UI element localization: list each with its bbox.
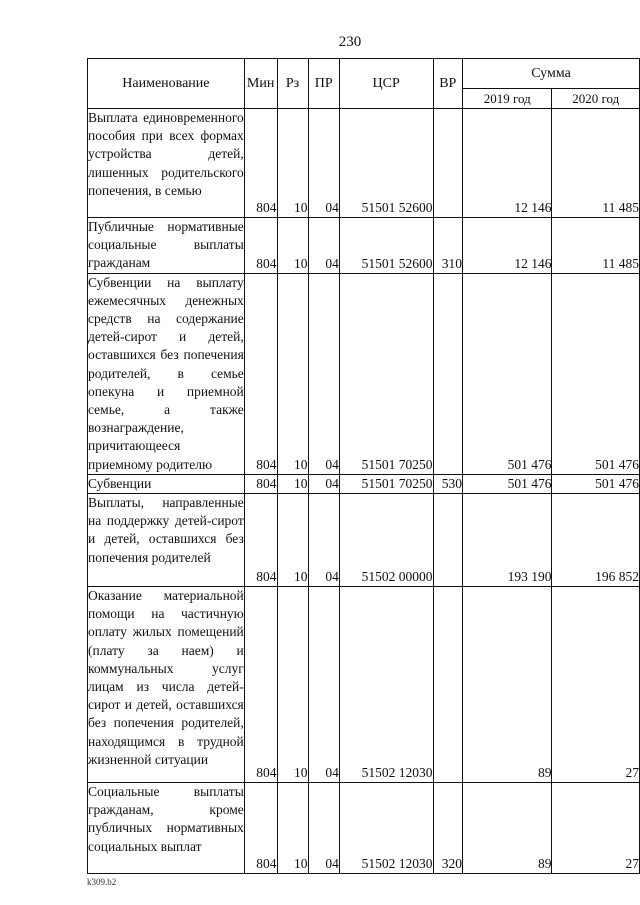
header-min: Мин xyxy=(244,59,277,109)
row-name: Выплата единовременного пособия при всех формах устройства детей, лишенных родительского попечения, в семью xyxy=(88,109,245,218)
row-min: 804 xyxy=(244,273,277,474)
row-amount-2020: 27 xyxy=(552,587,640,783)
header-year-2020: 2020 год xyxy=(552,89,640,109)
row-csr: 51501 52600 xyxy=(339,109,433,218)
row-min: 804 xyxy=(244,587,277,783)
row-min: 804 xyxy=(244,109,277,218)
table-row xyxy=(88,218,640,274)
row-amount-2020: 501 476 xyxy=(552,474,640,493)
row-rz: 10 xyxy=(277,273,308,474)
row-csr: 51501 70250 xyxy=(339,474,433,493)
row-name: Социальные выплаты гражданам, кроме публичных нормативных социальных выплат xyxy=(88,783,245,874)
header-name: Наименование xyxy=(88,59,245,109)
row-rz: 10 xyxy=(277,587,308,783)
row-pr: 04 xyxy=(308,218,339,274)
row-csr: 51502 12030 xyxy=(339,783,433,874)
row-amount-2020: 11 485 xyxy=(552,218,640,274)
row-amount-2019: 501 476 xyxy=(463,474,552,493)
row-vr: 530 xyxy=(433,474,463,493)
row-csr: 51501 70250 xyxy=(339,273,433,474)
row-vr xyxy=(433,273,463,474)
header-year-2019: 2019 год xyxy=(463,89,552,109)
row-rz: 10 xyxy=(277,474,308,493)
row-csr: 51502 00000 xyxy=(339,494,433,587)
row-min: 804 xyxy=(244,474,277,493)
row-amount-2019: 12 146 xyxy=(463,109,552,218)
row-name: Выплаты, направленные на поддержку детей-сирот и детей, оставшихся без попечения родителей xyxy=(88,494,245,587)
footer-code: k309.b2 xyxy=(87,877,117,887)
row-vr xyxy=(433,109,463,218)
row-vr xyxy=(433,587,463,783)
header-vr: ВР xyxy=(433,59,463,109)
row-pr: 04 xyxy=(308,109,339,218)
row-pr: 04 xyxy=(308,587,339,783)
row-name: Субвенции xyxy=(88,474,245,493)
budget-table xyxy=(87,58,640,874)
row-name: Публичные нормативные социальные выплаты гражданам xyxy=(88,218,245,274)
row-vr: 310 xyxy=(433,218,463,274)
row-amount-2020: 501 476 xyxy=(552,273,640,474)
page-number: 230 xyxy=(338,34,362,50)
row-pr: 04 xyxy=(308,783,339,874)
row-amount-2019: 89 xyxy=(463,587,552,783)
row-amount-2020: 11 485 xyxy=(552,109,640,218)
table-row xyxy=(88,474,640,493)
row-pr: 04 xyxy=(308,474,339,493)
row-pr: 04 xyxy=(308,494,339,587)
header-sum: Сумма xyxy=(463,59,640,89)
row-pr: 04 xyxy=(308,273,339,474)
row-rz: 10 xyxy=(277,494,308,587)
table-row xyxy=(88,587,640,783)
row-amount-2019: 193 190 xyxy=(463,494,552,587)
row-min: 804 xyxy=(244,218,277,274)
header-pr: ПР xyxy=(308,59,339,109)
row-min: 804 xyxy=(244,783,277,874)
row-csr: 51501 52600 xyxy=(339,218,433,274)
table-row xyxy=(88,273,640,474)
row-amount-2019: 501 476 xyxy=(463,273,552,474)
row-csr: 51502 12030 xyxy=(339,587,433,783)
row-rz: 10 xyxy=(277,109,308,218)
row-amount-2019: 89 xyxy=(463,783,552,874)
row-name: Оказание материальной помощи на частичную оплату жилых помещений (плату за наем) и коммунальных услуг лицам из числа детей-сирот и детей, оставшихся без попечения родителей, находящимся в трудной жизненной ситуации xyxy=(88,587,245,783)
row-amount-2020: 27 xyxy=(552,783,640,874)
row-amount-2019: 12 146 xyxy=(463,218,552,274)
row-rz: 10 xyxy=(277,218,308,274)
header-rz: Рз xyxy=(277,59,308,109)
row-amount-2020: 196 852 xyxy=(552,494,640,587)
row-vr xyxy=(433,494,463,587)
row-vr: 320 xyxy=(433,783,463,874)
row-rz: 10 xyxy=(277,783,308,874)
table-row xyxy=(88,494,640,587)
row-name: Субвенции на выплату ежемесячных денежных средств на содержание детей-сирот и детей, оставшихся без попечения родителей, в семье опекуна и приемной семье, а также вознаграждение, причитающееся приемному родителю xyxy=(88,273,245,474)
table-row xyxy=(88,783,640,874)
header-csr: ЦСР xyxy=(339,59,433,109)
table-row xyxy=(88,109,640,218)
row-min: 804 xyxy=(244,494,277,587)
